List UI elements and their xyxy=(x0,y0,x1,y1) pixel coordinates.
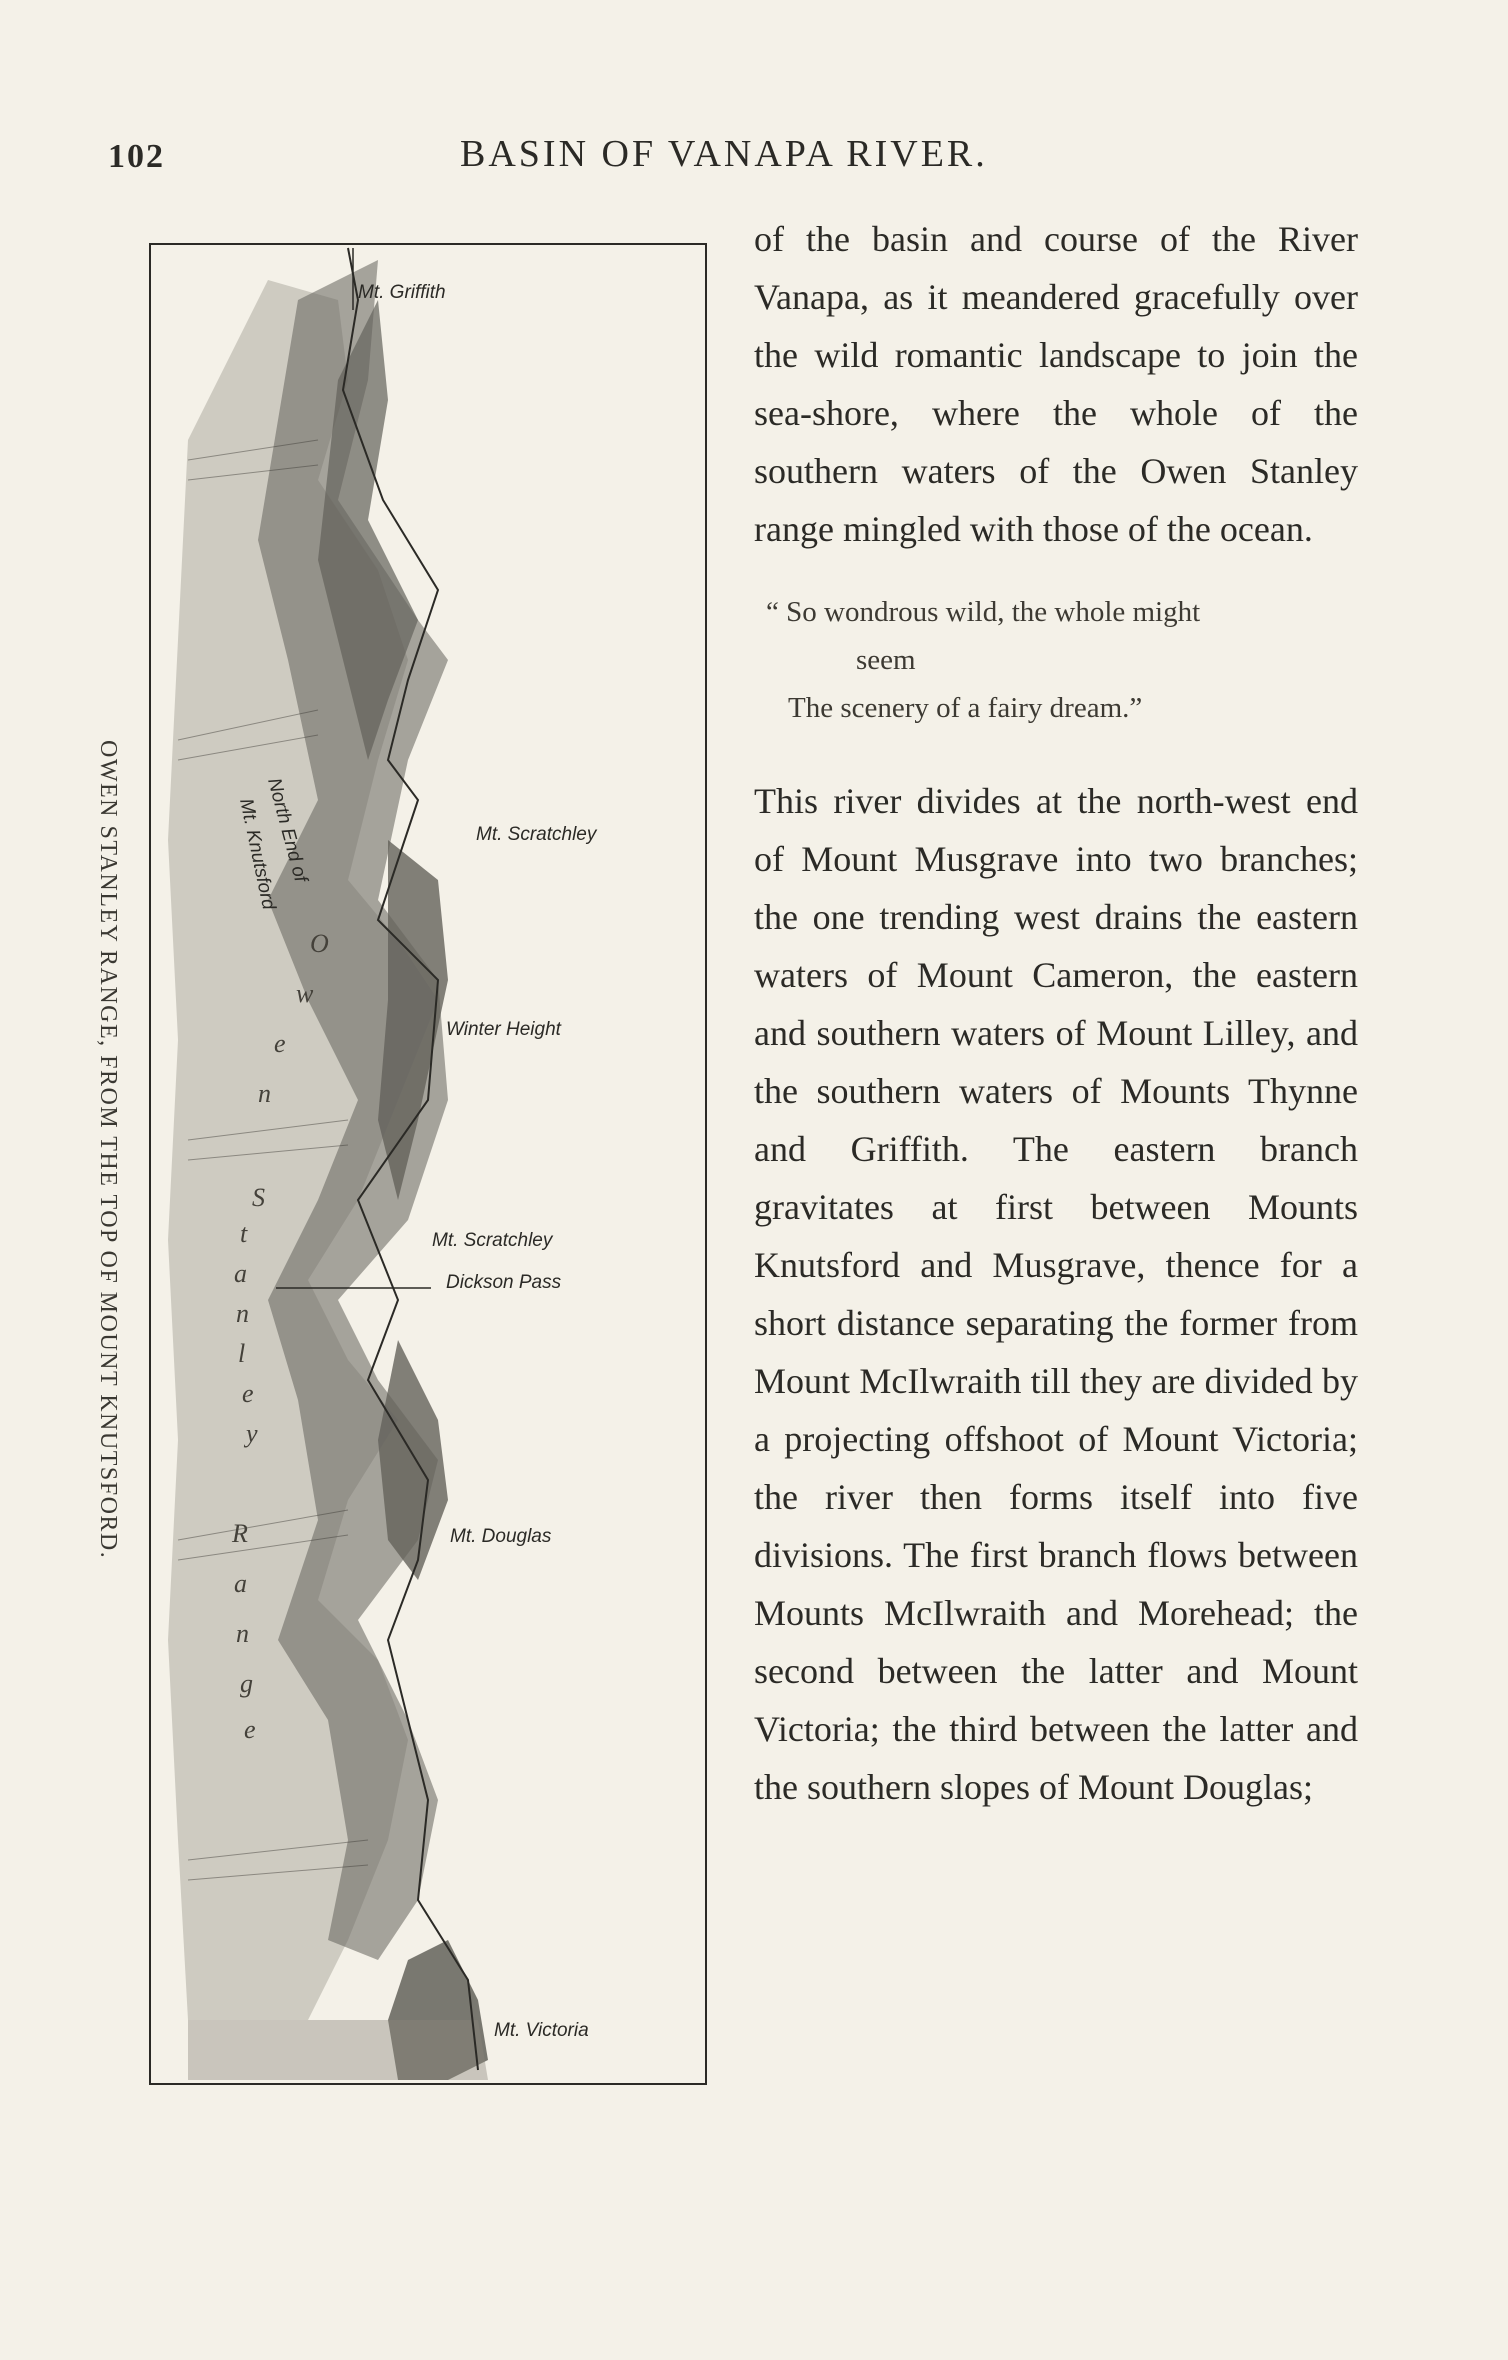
range-letter: e xyxy=(244,1715,256,1744)
body-text xyxy=(754,210,1358,1816)
range-letter: n xyxy=(236,1619,249,1648)
range-letter: g xyxy=(240,1669,253,1698)
range-letter: a xyxy=(234,1569,247,1598)
paragraph-2: This river divides at the north-west end of Mount Musgrave into two branches; the one trending west drains the eastern waters of Mount Cameron, the eastern and southern waters of Mount Lilley, and the southern waters of Mounts Thynne and Griffith. The eastern branch gravitates at first between Mounts Knutsford and Musgrave, thence for a short distance separating the former from Mount McIlwraith till they are divided by a projecting offshoot of Mount Victoria; the river then forms itself into five divisions. The first branch flows between Mounts McIlwraith and Morehead; the second between the latter and Mount Victoria; the third between the latter and the southern slopes of Mount Douglas; xyxy=(754,781,1358,1807)
range-letter: t xyxy=(240,1219,248,1248)
range-shading xyxy=(168,260,488,2080)
label-mt-scratchley-lower: Mt. Scratchley xyxy=(432,1230,553,1251)
label-mt-griffith: Mt. Griffith xyxy=(358,282,446,303)
range-letter: S xyxy=(252,1183,265,1212)
mountain-range-illustration xyxy=(148,240,708,2088)
running-head: BASIN OF VANAPA RIVER. xyxy=(460,133,988,175)
range-letter: a xyxy=(234,1259,247,1288)
label-north-end: North End of xyxy=(263,775,312,885)
range-letter: y xyxy=(246,1419,258,1448)
range-letter: e xyxy=(242,1379,254,1408)
range-letter: R xyxy=(232,1519,248,1548)
range-letter: n xyxy=(258,1079,271,1108)
range-letter: l xyxy=(238,1339,246,1368)
label-mt-douglas: Mt. Douglas xyxy=(450,1526,552,1547)
range-letter: w xyxy=(296,979,314,1008)
page-number: 102 xyxy=(108,138,165,175)
label-winter-height: Winter Height xyxy=(446,1019,561,1040)
label-mt-knutsford: Mt. Knutsford xyxy=(235,796,280,912)
range-letter: e xyxy=(274,1029,286,1058)
label-mt-victoria: Mt. Victoria xyxy=(494,2020,589,2041)
label-mt-scratchley-upper: Mt. Scratchley xyxy=(476,824,597,845)
range-letter: n xyxy=(236,1299,249,1328)
label-dickson-pass: Dickson Pass xyxy=(446,1272,562,1293)
quote-line-1: “ So wondrous wild, the whole might xyxy=(766,596,1201,628)
range-letter: O xyxy=(310,929,329,958)
verse-quote xyxy=(766,588,1358,732)
quote-line-3: The scenery of a fairy dream.” xyxy=(788,692,1143,724)
figure-caption: OWEN STANLEY RANGE, FROM THE TOP OF MOUNT KNUTSFORD. xyxy=(95,740,121,1560)
paragraph-1: of the basin and course of the River Vanapa, as it meandered gracefully over the wild romantic landscape to join the sea-shore, where the whole of the southern waters of the Owen Stanley range mingled with those of the ocean. xyxy=(754,219,1358,549)
quote-line-2: seem xyxy=(856,644,916,676)
